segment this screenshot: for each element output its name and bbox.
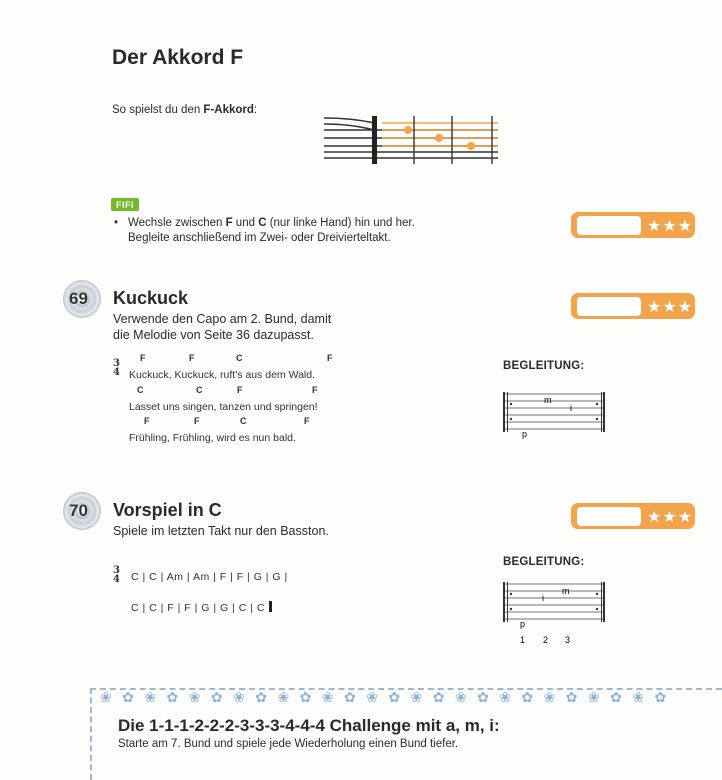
song-title: Kuckuck [113, 288, 189, 308]
rating-box [571, 293, 695, 319]
beat-2: 2 [543, 635, 549, 645]
lyric-line: Lasset uns singen, tanzen und springen! [129, 401, 318, 413]
bullet-dot: • [114, 217, 119, 229]
lyric-line: Frühling, Frühling, wird es nun bald. [129, 432, 296, 444]
tab-m: m [544, 395, 552, 405]
time-signature: 3 4 [113, 358, 120, 378]
intro-suffix: : [253, 104, 258, 116]
chord-symbol: F [312, 385, 318, 395]
accompaniment-tab [502, 580, 606, 650]
challenge-title: Die 1-1-1-2-2-2-3-3-3-4-4-4 Challenge mit a, m, i: [118, 716, 500, 735]
accompaniment-tab [502, 390, 606, 440]
f-chord-diagram [322, 114, 500, 166]
chord-symbol: F [140, 353, 146, 363]
finger-dot [435, 134, 443, 142]
intro-chord: F-Akkord [203, 104, 254, 116]
song-title: Vorspiel in C [113, 500, 222, 520]
tab-p: p [520, 619, 526, 629]
chord-symbol: C [196, 385, 203, 395]
fifi-line-2: Begleite anschließend im Zwei- oder Dreivierteltakt. [128, 232, 391, 244]
time-signature: 3 4 [113, 565, 120, 585]
tab-p: p [522, 429, 528, 439]
tab-i: i [570, 403, 572, 413]
chord-symbol: C [240, 416, 247, 426]
star-icons: ★★★ [647, 215, 694, 235]
intro-prefix: So spielst du den [112, 104, 204, 116]
challenge-subtitle: Starte am 7. Bund und spiele jede Wiederholung einen Bund tiefer. [118, 738, 459, 750]
song-description: Verwende den Capo am 2. Bund, damit die Melodie von Seite 36 dazupasst. [113, 312, 332, 342]
beat-3: 3 [565, 635, 571, 645]
fifi-line-1: Wechsle zwischen F und C (nur linke Hand) hin und her. [128, 217, 415, 229]
chord-progression-line-2: C | C | F | F | G | G | C | C [131, 601, 272, 614]
chord-progression-line-1: C | C | Am | Am | F | F | G | G | [131, 571, 288, 583]
page-title: Der Akkord F [112, 46, 244, 69]
finger-dot [404, 126, 412, 134]
final-barline [269, 601, 272, 612]
track-number: 70 [69, 501, 88, 520]
star-icons: ★★★ [647, 296, 694, 316]
chord-symbol: F [194, 416, 200, 426]
accompaniment-label: BEGLEITUNG: [503, 360, 585, 372]
finger-dot [467, 142, 475, 150]
song-description: Spiele im letzten Takt nur den Basston. [113, 524, 329, 538]
chord-symbol: F [189, 353, 195, 363]
tab-m: m [562, 586, 570, 596]
accompaniment-label: BEGLEITUNG: [503, 556, 585, 568]
star-icons: ★★★ [647, 506, 694, 526]
paw-print-border-icon: ❀ ✿ ❀ ✿ ❀ ✿ ❀ ✿ ❀ ✿ ❀ ✿ ❀ ✿ ❀ ✿ ❀ ✿ ❀ ✿ ❀ ✿ ❀ ✿ ❀ ✿ [100, 690, 670, 706]
chord-intro [112, 104, 257, 116]
beat-1: 1 [520, 635, 526, 645]
track-number: 69 [69, 289, 88, 308]
chord-symbol: C [236, 353, 243, 363]
chord-symbol: F [144, 416, 150, 426]
fifi-badge: FIFI [111, 198, 139, 211]
chord-symbol: F [304, 416, 310, 426]
lyric-line: Kuckuck, Kuckuck, ruft's aus dem Wald. [129, 369, 316, 381]
fifi-exercise [114, 216, 534, 246]
rating-box [571, 503, 695, 529]
rating-write-field[interactable] [577, 507, 641, 526]
chord-symbol: F [327, 353, 333, 363]
chord-symbol: F [237, 385, 243, 395]
rating-box [571, 212, 695, 238]
tab-i: i [542, 593, 544, 603]
rating-write-field[interactable] [577, 297, 641, 316]
chord-symbol: C [137, 385, 144, 395]
rating-write-field[interactable] [577, 216, 641, 235]
